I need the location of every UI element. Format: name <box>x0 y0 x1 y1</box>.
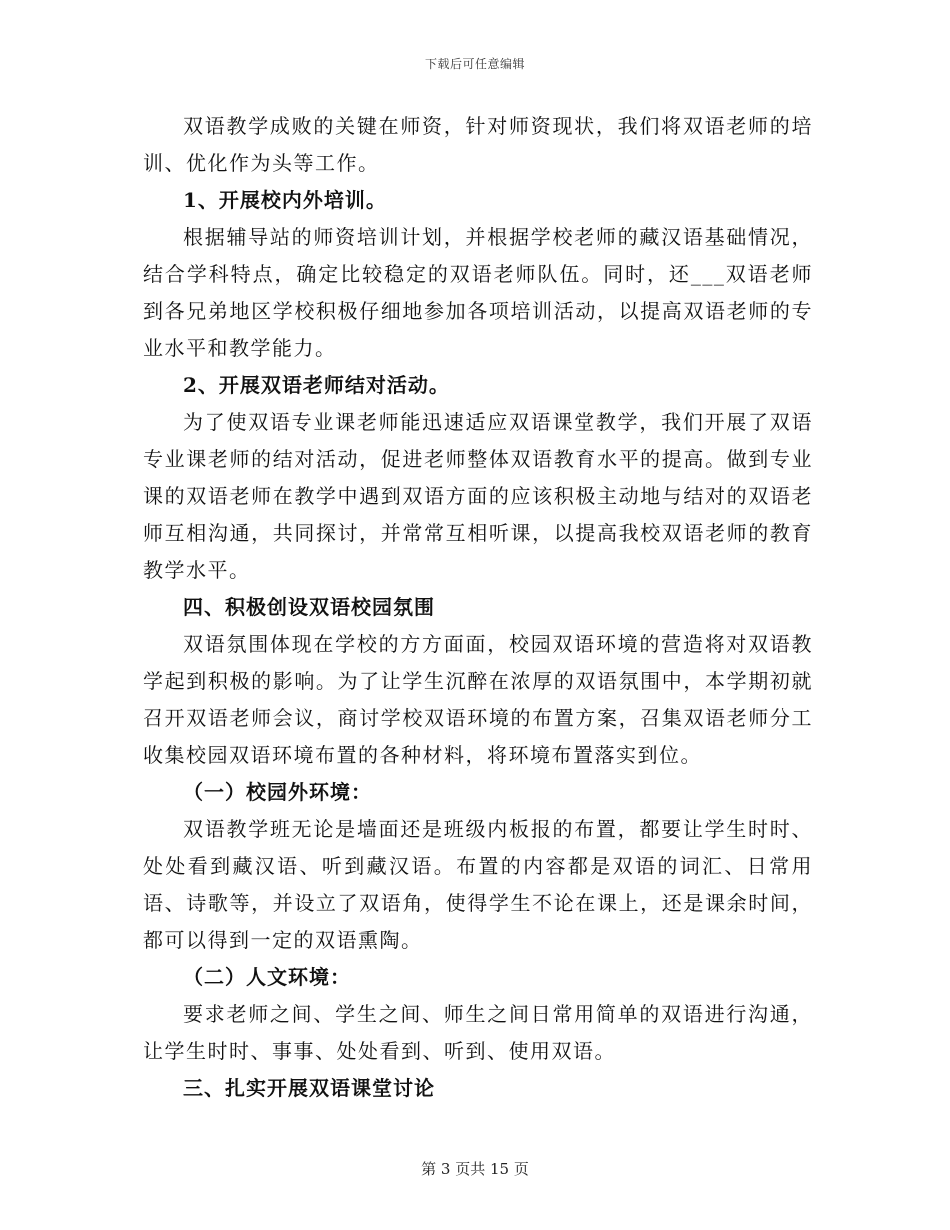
page-header: 下载后可任意编辑 <box>424 57 525 71</box>
paragraph-intro: 双语教学成败的关键在师资，针对师资现状，我们将双语老师的培训、优化作为头等工作。 <box>143 114 813 175</box>
paragraph-humanistic-environment: 要求老师之间、学生之间、师生之间日常用简单的双语进行沟通，让学生时时、事事、处处看到、听到、使用双语。 <box>143 1002 813 1063</box>
paragraph-pairing: 为了使双语专业课老师能迅速适应双语课堂教学，我们开展了双语专业课老师的结对活动，促进老师整体双语教育水平的提高。做到专业课的双语老师在教学中遇到双语方面的应该积极主动地与结对的双语老师互相沟通，共同探讨，并常常互相听课，以提高我校双语老师的教育教学水平。 <box>143 410 813 582</box>
heading-classroom-discussion: 三、扎实开展双语课堂讨论 <box>183 1076 435 1100</box>
paragraph-campus-atmosphere: 双语氛围体现在学校的方方面面，校园双语环境的营造将对双语教学起到积极的影响。为了让学生沉醉在浓厚的双语氛围中，本学期初就召开双语老师会议，商讨学校双语环境的布置方案，召集双语老师分工收集校园双语环境布置的各种材料，将环境布置落实到位。 <box>143 632 813 767</box>
heading-humanistic-environment: （二）人文环境： <box>183 965 351 989</box>
paragraph-training: 根据辅导站的师资培训计划，并根据学校老师的藏汉语基础情况，结合学科特点，确定比较稳定的双语老师队伍。同时，还___双语老师到各兄弟地区学校积极仔细地参加各项培训活动，以提高双语老师的专业水平和教学能力。 <box>143 225 813 360</box>
document-body <box>143 108 813 1107</box>
heading-outer-environment: （一）校园外环境： <box>183 780 372 804</box>
heading-pairing: 2、开展双语老师结对活动。 <box>183 373 450 397</box>
heading-training: 1、开展校内外培训。 <box>183 188 387 212</box>
heading-campus-atmosphere: 四、积极创设双语校园氛围 <box>183 595 435 619</box>
page-number: 第 3 页共 15 页 <box>421 1160 529 1178</box>
paragraph-outer-environment: 双语教学班无论是墙面还是班级内板报的布置，都要让学生时时、处处看到藏汉语、听到藏汉语。布置的内容都是双语的词汇、日常用语、诗歌等，并设立了双语角，使得学生不论在课上，还是课余时间，都可以得到一定的双语熏陶。 <box>143 817 813 952</box>
